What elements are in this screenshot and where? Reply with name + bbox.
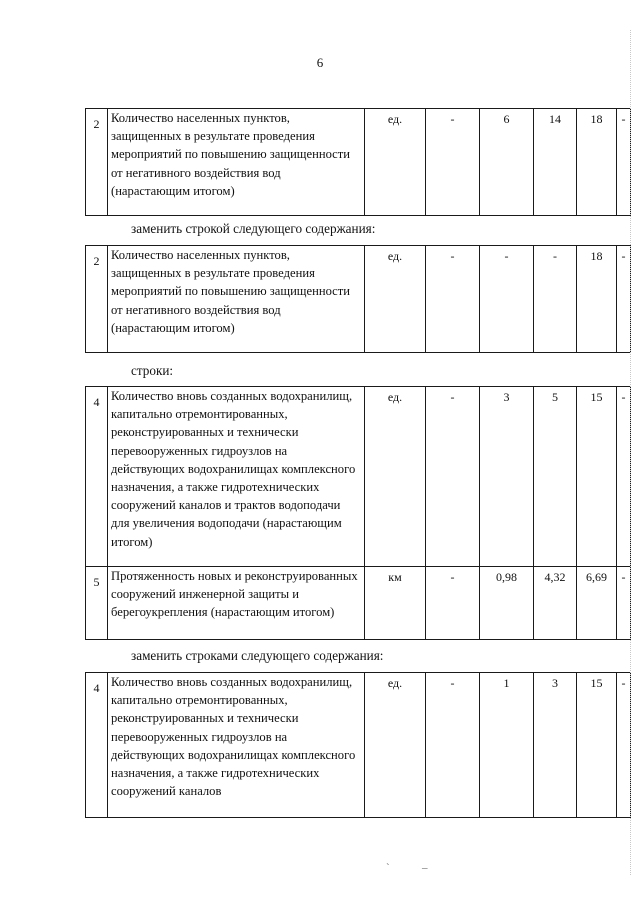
indicator-name: Количество вновь созданных водохранилищ, капитально отремонтированных, реконструированных и технически перевооруженных гидроузлов на действующих водохранилищах комплексного назначения, а также гидротехнических сооружений каналов и трактов водоподачи для увеличения водоподачи (нарастающим итогом) xyxy=(108,387,365,567)
value-cell-1: - xyxy=(426,246,480,353)
row-number: 2 xyxy=(86,246,108,353)
value-cell-3: 14 xyxy=(534,109,577,216)
indicator-name: Количество населенных пунктов, защищенных в результате проведения мероприятий по повышению защищенности от негативного воздействия вод (нарастающим итогом) xyxy=(108,246,365,353)
value-cell-4: 15 xyxy=(577,387,617,567)
table-row xyxy=(86,109,631,216)
row-number: 5 xyxy=(86,567,108,640)
replace-multi-phrase: заменить строками следующего содержания: xyxy=(131,648,384,663)
value-cell-2: - xyxy=(480,246,534,353)
table-original-rows-4-5 xyxy=(85,386,631,640)
replace-single-phrase: заменить строкой следующего содержания: xyxy=(131,221,376,236)
row-number: 4 xyxy=(86,387,108,567)
value-cell-4: 18 xyxy=(577,109,617,216)
unit-cell: ед. xyxy=(365,109,426,216)
value-cell-1: - xyxy=(426,673,480,818)
unit-cell: ед. xyxy=(365,387,426,567)
value-cell-1: - xyxy=(426,567,480,640)
value-cell-5: - xyxy=(617,246,631,353)
value-cell-3: 5 xyxy=(534,387,577,567)
table-replacement-row-4 xyxy=(85,672,631,818)
unit-cell: ед. xyxy=(365,246,426,353)
table-original-row-2 xyxy=(85,108,631,216)
table-row xyxy=(86,673,631,818)
value-cell-5: - xyxy=(617,567,631,640)
scan-mark-right: _ xyxy=(422,858,428,870)
value-cell-3: - xyxy=(534,246,577,353)
rows-label: строки: xyxy=(131,363,174,378)
indicator-name: Количество населенных пунктов, защищенных в результате проведения мероприятий по повышению защищенности от негативного воздействия вод (нарастающим итогом) xyxy=(108,109,365,216)
table-replacement-row-2 xyxy=(85,245,631,353)
value-cell-4: 15 xyxy=(577,673,617,818)
value-cell-5: - xyxy=(617,387,631,567)
value-cell-5: - xyxy=(617,673,631,818)
row-number: 2 xyxy=(86,109,108,216)
value-cell-3: 4,32 xyxy=(534,567,577,640)
value-cell-1: - xyxy=(426,387,480,567)
value-cell-3: 3 xyxy=(534,673,577,818)
unit-cell: км xyxy=(365,567,426,640)
scan-mark-left: ` xyxy=(386,862,390,874)
value-cell-2: 0,98 xyxy=(480,567,534,640)
indicator-name: Протяженность новых и реконструированных сооружений инженерной защиты и берегоукрепления (нарастающим итогом) xyxy=(108,567,365,640)
indicator-name: Количество вновь созданных водохранилищ, капитально отремонтированных, реконструированных и технически перевооруженных гидроузлов на действующих водохранилищах комплексного назначения, а также гидротехнических сооружений каналов xyxy=(108,673,365,818)
value-cell-2: 6 xyxy=(480,109,534,216)
page-number: 6 xyxy=(316,55,324,70)
table-row xyxy=(86,567,631,640)
value-cell-5: - xyxy=(617,109,631,216)
scan-edge-dots xyxy=(630,30,631,875)
value-cell-4: 6,69 xyxy=(577,567,617,640)
value-cell-2: 3 xyxy=(480,387,534,567)
value-cell-4: 18 xyxy=(577,246,617,353)
table-row xyxy=(86,246,631,353)
value-cell-1: - xyxy=(426,109,480,216)
table-row xyxy=(86,387,631,567)
row-number: 4 xyxy=(86,673,108,818)
unit-cell: ед. xyxy=(365,673,426,818)
value-cell-2: 1 xyxy=(480,673,534,818)
